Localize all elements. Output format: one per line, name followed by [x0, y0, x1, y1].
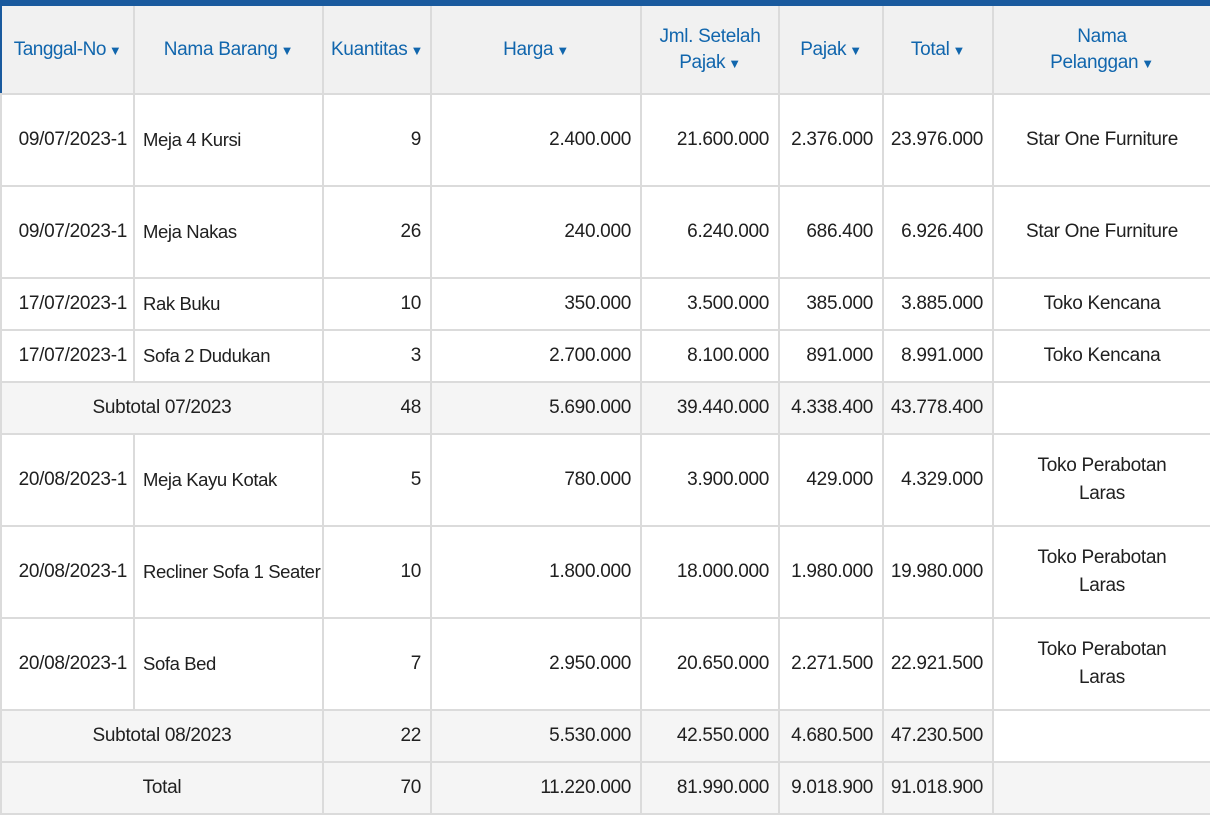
cell-tanggal-no: 17/07/2023-1 — [1, 278, 134, 330]
cell-jml-setelah-pajak: 3.500.000 — [641, 278, 779, 330]
cell-jml-setelah-pajak: 3.900.000 — [641, 434, 779, 526]
cell-jml-setelah-pajak: 39.440.000 — [641, 382, 779, 434]
cell-harga: 2.400.000 — [431, 94, 641, 186]
sort-dropdown-icon[interactable]: ▼ — [410, 42, 424, 58]
sort-dropdown-icon[interactable]: ▼ — [280, 42, 294, 58]
cell-harga: 350.000 — [431, 278, 641, 330]
cell-harga: 1.800.000 — [431, 526, 641, 618]
cell-total: 19.980.000 — [883, 526, 993, 618]
sort-dropdown-icon[interactable]: ▼ — [108, 42, 122, 58]
column-header-label: Pajak — [800, 38, 847, 60]
cell-harga: 11.220.000 — [431, 762, 641, 814]
cell-nama-pelanggan: Star One Furniture — [993, 94, 1210, 186]
sales-report-table — [0, 6, 1210, 815]
cell-jml-setelah-pajak: 6.240.000 — [641, 186, 779, 278]
column-header-pajak[interactable] — [779, 6, 883, 94]
cell-pajak: 385.000 — [779, 278, 883, 330]
cell-nama-pelanggan: Toko Perabotan Laras — [993, 526, 1210, 618]
column-header-nama-barang[interactable] — [134, 6, 323, 94]
cell-nama-barang: Meja 4 Kursi — [134, 94, 323, 186]
subtotal-row — [1, 710, 1210, 762]
cell-jml-setelah-pajak: 8.100.000 — [641, 330, 779, 382]
cell-jml-setelah-pajak: 81.990.000 — [641, 762, 779, 814]
column-header-label: Harga — [503, 38, 554, 60]
subtotal-label: Subtotal 08/2023 — [1, 710, 323, 762]
cell-pajak: 1.980.000 — [779, 526, 883, 618]
column-header-harga[interactable] — [431, 6, 641, 94]
cell-pajak: 891.000 — [779, 330, 883, 382]
cell-harga: 5.530.000 — [431, 710, 641, 762]
table-row — [1, 618, 1210, 710]
cell-harga: 2.950.000 — [431, 618, 641, 710]
cell-pajak: 2.271.500 — [779, 618, 883, 710]
cell-tanggal-no: 09/07/2023-1 — [1, 94, 134, 186]
cell-total: 4.329.000 — [883, 434, 993, 526]
column-header-label: Jml. Setelah Pajak — [659, 25, 761, 73]
cell-tanggal-no: 20/08/2023-1 — [1, 526, 134, 618]
column-header-label: Kuantitas — [330, 38, 408, 60]
cell-total: 47.230.500 — [883, 710, 993, 762]
sort-dropdown-icon[interactable]: ▼ — [849, 42, 862, 58]
cell-nama-pelanggan: Star One Furniture — [993, 186, 1210, 278]
cell-nama-pelanggan — [993, 710, 1210, 762]
sort-dropdown-icon[interactable]: ▼ — [556, 42, 569, 58]
table-header — [1, 6, 1210, 94]
cell-pajak: 686.400 — [779, 186, 883, 278]
column-header-nama-pelanggan[interactable] — [993, 6, 1210, 94]
table-row — [1, 526, 1210, 618]
cell-kuantitas: 5 — [323, 434, 431, 526]
cell-nama-pelanggan — [993, 762, 1210, 814]
cell-total: 22.921.500 — [883, 618, 993, 710]
cell-total: 91.018.900 — [883, 762, 993, 814]
cell-kuantitas: 26 — [323, 186, 431, 278]
column-header-label: Tanggal-No — [13, 38, 106, 60]
cell-nama-pelanggan: Toko Perabotan Laras — [993, 434, 1210, 526]
cell-nama-barang: Recliner Sofa 1 Seater — [134, 526, 323, 618]
cell-total: 23.976.000 — [883, 94, 993, 186]
cell-total: 6.926.400 — [883, 186, 993, 278]
cell-total: 3.885.000 — [883, 278, 993, 330]
cell-pajak: 4.338.400 — [779, 382, 883, 434]
column-header-label: Total — [910, 38, 950, 60]
table-row — [1, 278, 1210, 330]
sort-dropdown-icon[interactable]: ▼ — [728, 55, 741, 71]
column-header-tanggal-no[interactable] — [1, 6, 134, 94]
column-header-jml-setelah-pajak[interactable] — [641, 6, 779, 94]
total-row — [1, 762, 1210, 814]
cell-nama-pelanggan — [993, 382, 1210, 434]
cell-nama-barang: Sofa 2 Dudukan — [134, 330, 323, 382]
cell-pajak: 4.680.500 — [779, 710, 883, 762]
cell-nama-barang: Meja Kayu Kotak — [134, 434, 323, 526]
cell-pajak: 9.018.900 — [779, 762, 883, 814]
column-header-total[interactable] — [883, 6, 993, 94]
cell-nama-pelanggan: Toko Kencana — [993, 278, 1210, 330]
cell-harga: 5.690.000 — [431, 382, 641, 434]
cell-tanggal-no: 20/08/2023-1 — [1, 434, 134, 526]
cell-kuantitas: 3 — [323, 330, 431, 382]
cell-harga: 2.700.000 — [431, 330, 641, 382]
column-header-label: Nama Barang — [163, 38, 278, 60]
cell-nama-barang: Rak Buku — [134, 278, 323, 330]
cell-kuantitas: 10 — [323, 278, 431, 330]
cell-pajak: 2.376.000 — [779, 94, 883, 186]
cell-nama-barang: Meja Nakas — [134, 186, 323, 278]
cell-jml-setelah-pajak: 42.550.000 — [641, 710, 779, 762]
table-body — [1, 94, 1210, 814]
table-row — [1, 330, 1210, 382]
cell-nama-barang: Sofa Bed — [134, 618, 323, 710]
cell-harga: 240.000 — [431, 186, 641, 278]
cell-nama-pelanggan: Toko Kencana — [993, 330, 1210, 382]
table-row — [1, 94, 1210, 186]
cell-jml-setelah-pajak: 21.600.000 — [641, 94, 779, 186]
cell-kuantitas: 7 — [323, 618, 431, 710]
cell-kuantitas: 10 — [323, 526, 431, 618]
cell-tanggal-no: 17/07/2023-1 — [1, 330, 134, 382]
total-label: Total — [1, 762, 323, 814]
table-row — [1, 434, 1210, 526]
subtotal-row — [1, 382, 1210, 434]
cell-nama-pelanggan: Toko Perabotan Laras — [993, 618, 1210, 710]
cell-harga: 780.000 — [431, 434, 641, 526]
cell-kuantitas: 22 — [323, 710, 431, 762]
cell-kuantitas: 70 — [323, 762, 431, 814]
cell-tanggal-no: 20/08/2023-1 — [1, 618, 134, 710]
cell-jml-setelah-pajak: 18.000.000 — [641, 526, 779, 618]
cell-kuantitas: 9 — [323, 94, 431, 186]
cell-total: 43.778.400 — [883, 382, 993, 434]
cell-jml-setelah-pajak: 20.650.000 — [641, 618, 779, 710]
cell-tanggal-no: 09/07/2023-1 — [1, 186, 134, 278]
table-row — [1, 186, 1210, 278]
cell-pajak: 429.000 — [779, 434, 883, 526]
cell-total: 8.991.000 — [883, 330, 993, 382]
sort-dropdown-icon[interactable]: ▼ — [952, 42, 966, 58]
column-header-label: Nama Pelanggan — [1050, 25, 1139, 73]
cell-kuantitas: 48 — [323, 382, 431, 434]
column-header-kuantitas[interactable] — [323, 6, 431, 94]
sort-dropdown-icon[interactable]: ▼ — [1141, 55, 1154, 71]
subtotal-label: Subtotal 07/2023 — [1, 382, 323, 434]
header-row — [1, 6, 1210, 94]
